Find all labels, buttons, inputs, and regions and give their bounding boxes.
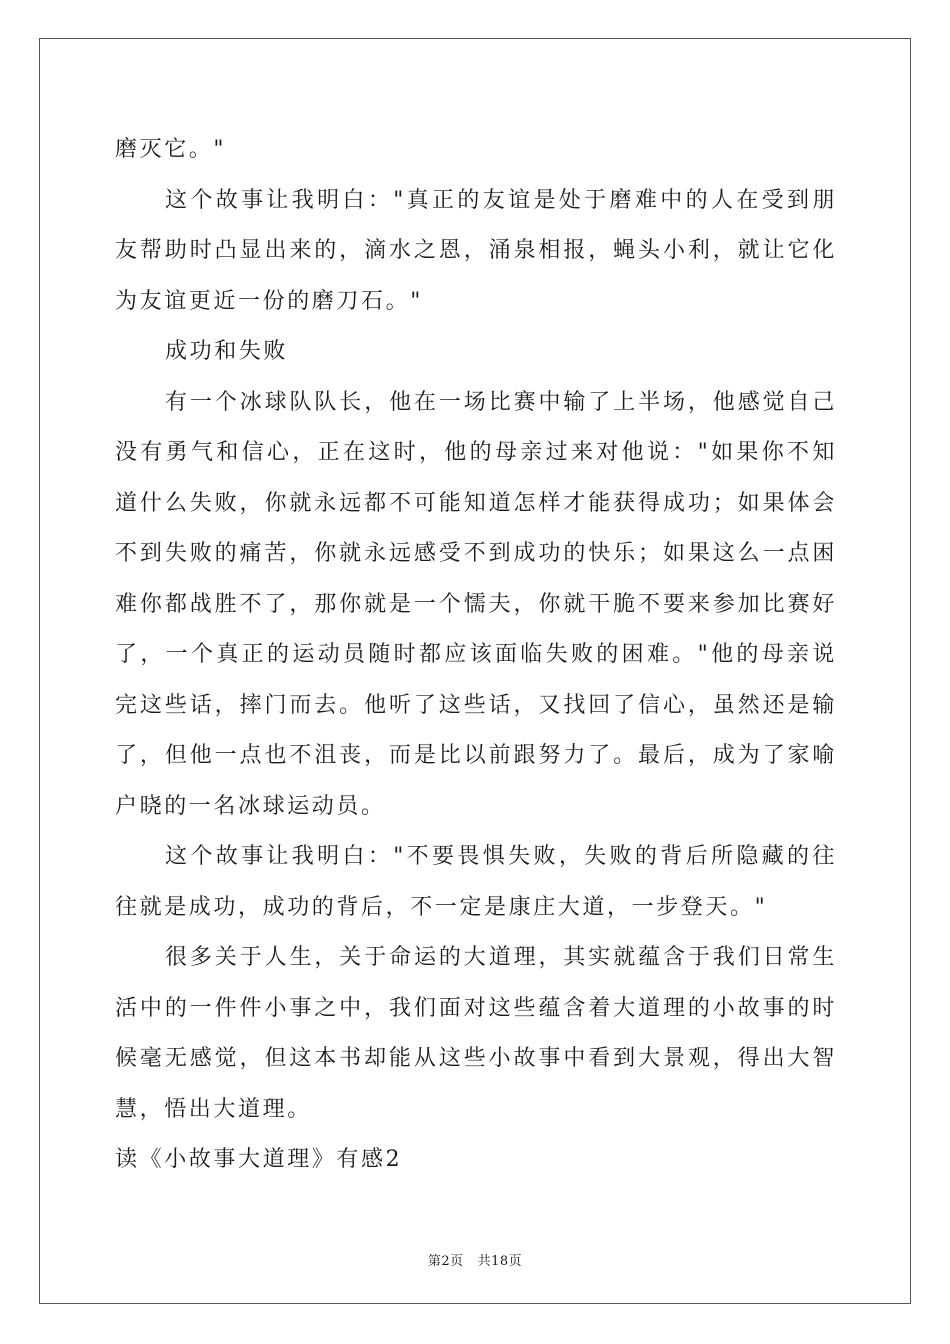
- paragraph: 这个故事让我明白："真正的友谊是处于磨难中的人在受到朋友帮助时凸显出来的，滴水之恩，涌泉相报，蝇头小利，就让它化为友谊更近一份的磨刀石。": [115, 187, 837, 314]
- paragraph: 磨灭它。": [115, 137, 227, 162]
- page-footer: [0, 1250, 950, 1269]
- section-heading: 成功和失败: [165, 339, 289, 364]
- page-number: 第2页: [427, 1254, 464, 1269]
- paragraph: 这个故事让我明白："不要畏惧失败，失败的背后所隐藏的往往就是成功，成功的背后，不一定是康庄大道，一步登天。": [115, 844, 837, 920]
- paragraph: 很多关于人生，关于命运的大道理，其实就蕴含于我们日常生活中的一件件小事之中，我们面对这些蕴含着大道理的小故事的时候毫无感觉，但这本书却能从这些小故事中看到大景观，得出大智慧，悟出大道理。: [115, 945, 837, 1122]
- paragraph: 有一个冰球队队长，他在一场比赛中输了上半场，他感觉自己没有勇气和信心，正在这时，他的母亲过来对他说："如果你不知道什么失败，你就永远都不可能知道怎样才能获得成功；如果体会不到失败的痛苦，你就永远感受不到成功的快乐；如果这么一点困难你都战胜不了，那你就是一个懦夫，你就干脆不要来参加比赛好了，一个真正的运动员随时都应该面临失败的困难。"他的母亲说完这些话，摔门而去。他听了这些话，又找回了信心，虽然还是输了，但他一点也不沮丧，而是比以前跟努力了。最后，成为了家喻户晓的一名冰球运动员。: [115, 389, 837, 819]
- article-title: 读《小故事大道理》有感2: [115, 1147, 403, 1172]
- document-body: [115, 125, 837, 1186]
- total-pages: 共18页: [477, 1254, 523, 1269]
